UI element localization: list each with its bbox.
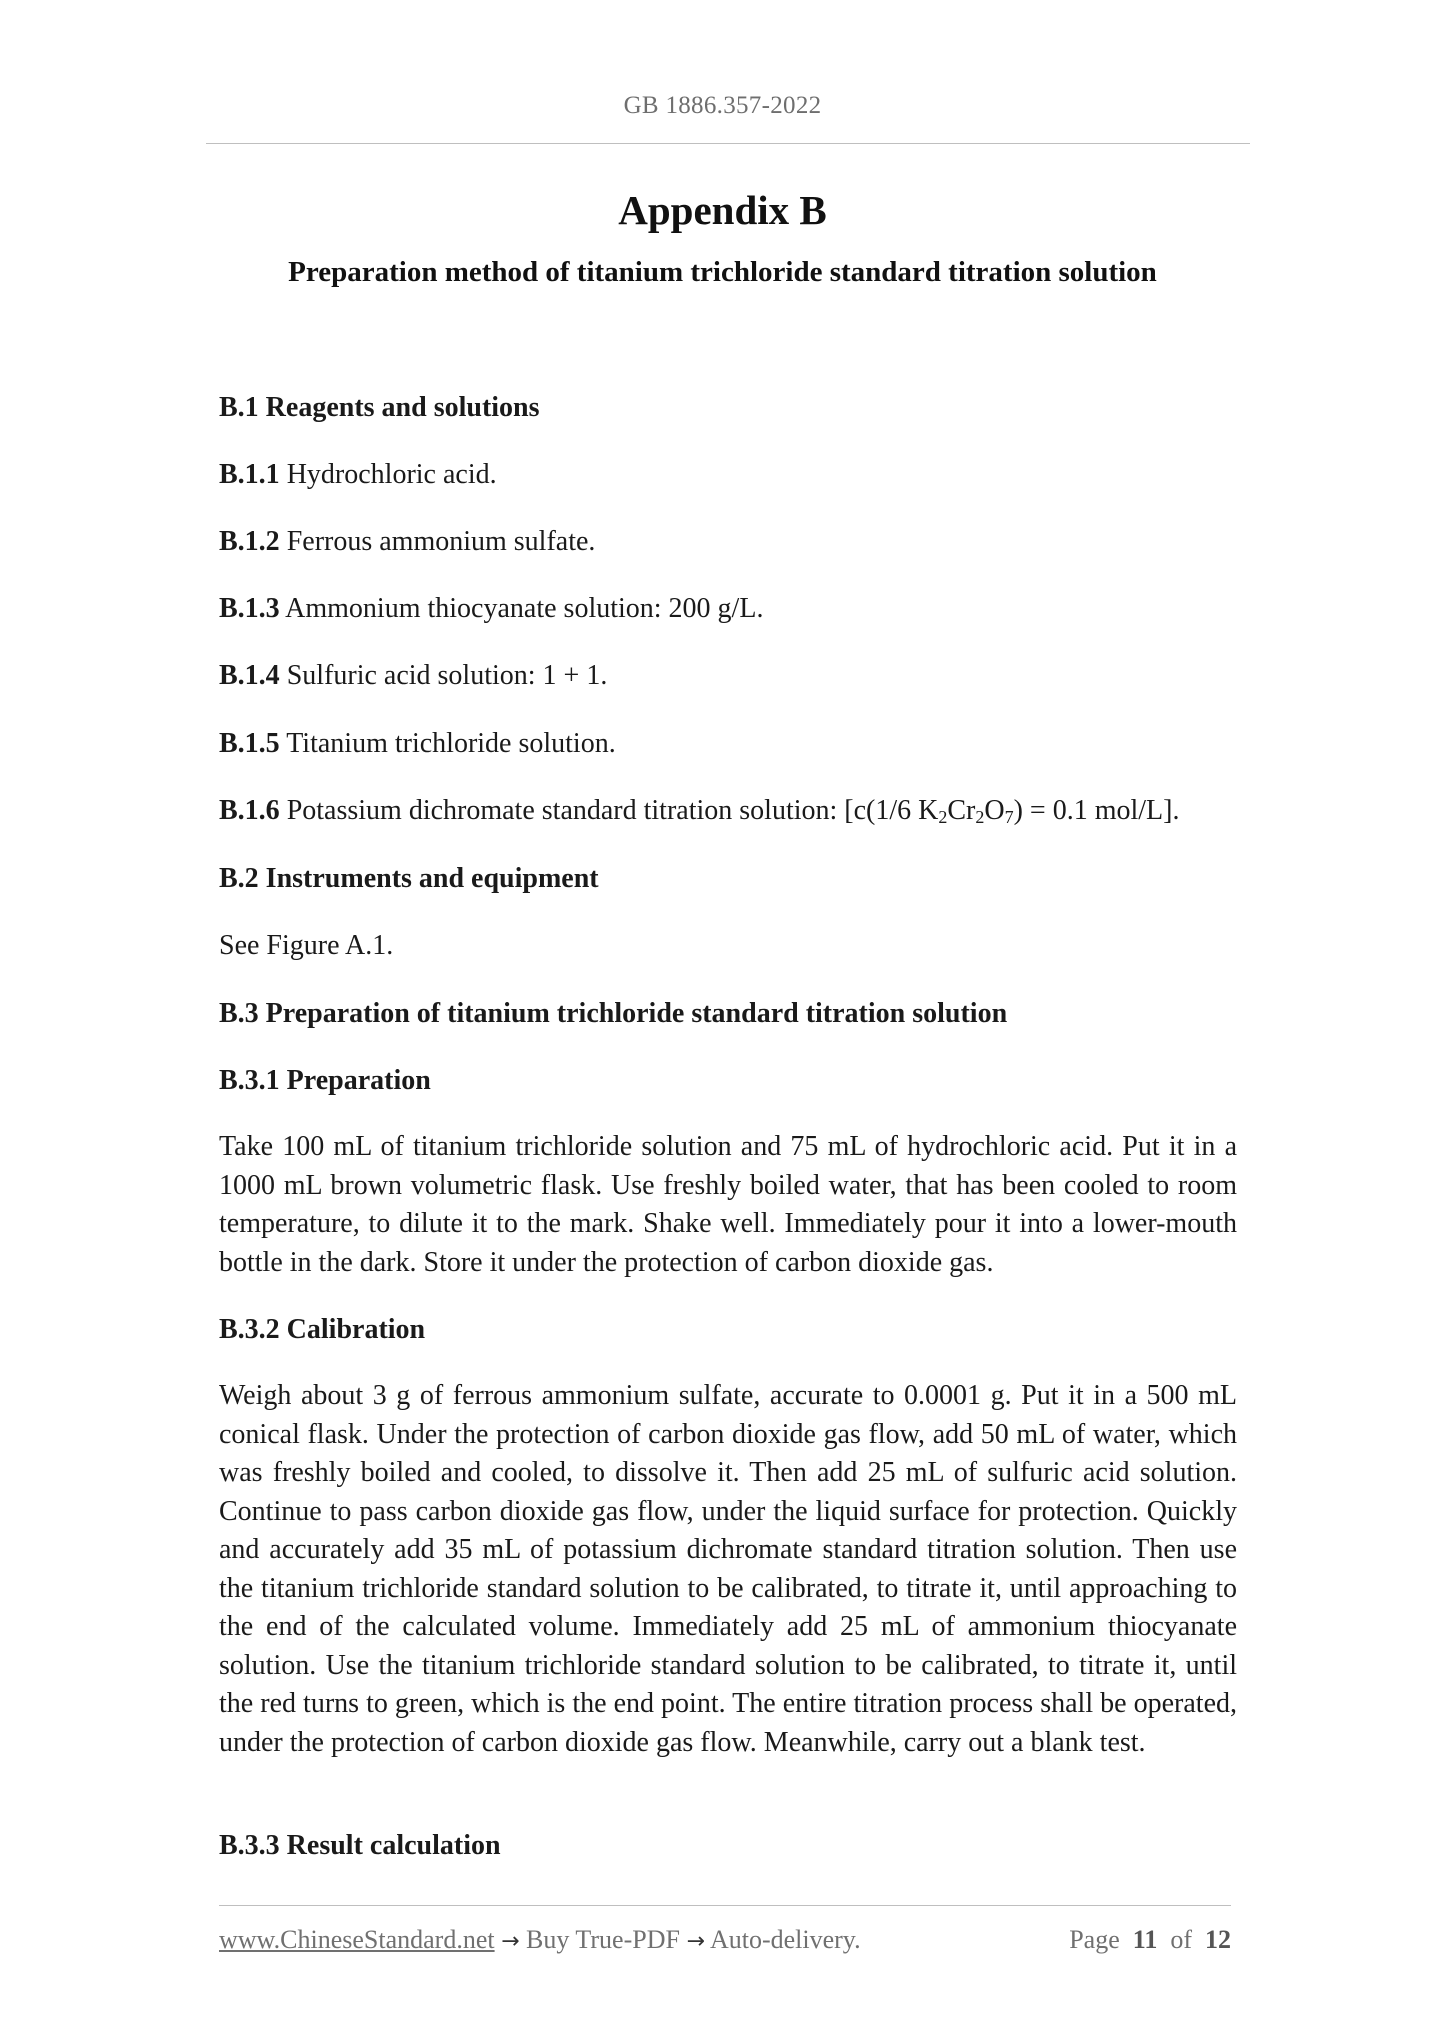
- arrow-right-icon: →: [686, 1929, 705, 1954]
- footer-promo: [219, 1925, 861, 1955]
- formula-subscript: 2: [975, 807, 985, 827]
- item-number: B.1.4: [219, 660, 280, 691]
- standard-code-header: GB 1886.357-2022: [623, 92, 822, 119]
- item-number: B.1.1: [219, 459, 280, 490]
- header-divider: [206, 143, 1250, 144]
- formula-subscript: 7: [1004, 807, 1014, 827]
- section-heading-b3-1: B.3.1 Preparation: [219, 1065, 431, 1096]
- list-item: [219, 589, 763, 628]
- item-number: B.1.6: [219, 795, 280, 826]
- section-heading-b3-2: B.3.2 Calibration: [219, 1314, 426, 1345]
- page-label: Page: [1069, 1925, 1120, 1954]
- page-number: [1069, 1925, 1231, 1955]
- item-text: Titanium trichloride solution.: [286, 728, 616, 759]
- appendix-subtitle: Preparation method of titanium trichloride standard titration solution: [288, 256, 1157, 288]
- page-total: 12: [1205, 1925, 1231, 1954]
- section-heading-b2: B.2 Instruments and equipment: [219, 863, 599, 894]
- page-current: 11: [1132, 1925, 1158, 1954]
- item-text: Ammonium thiocyanate solution: 200 g/L.: [285, 593, 764, 624]
- section-heading-b1: B.1 Reagents and solutions: [219, 392, 540, 423]
- footer-divider: [219, 1905, 1231, 1906]
- formula-text-post: ) = 0.1 mol/L].: [1013, 795, 1180, 826]
- formula-text: O: [984, 795, 1005, 826]
- list-item: [219, 791, 1179, 830]
- page-of-label: of: [1170, 1925, 1192, 1954]
- list-item: [219, 656, 607, 695]
- item-text: Sulfuric acid solution: 1 + 1.: [286, 660, 608, 691]
- item-number: B.1.2: [219, 526, 280, 557]
- list-item: [219, 724, 616, 763]
- item-number: B.1.5: [219, 728, 280, 759]
- item-text: Ferrous ammonium sulfate.: [286, 526, 596, 557]
- section-heading-b3: B.3 Preparation of titanium trichloride standard titration solution: [219, 998, 1008, 1029]
- figure-reference-text: See Figure A.1.: [219, 930, 394, 961]
- formula-text: Cr: [947, 795, 976, 826]
- preparation-paragraph: Take 100 mL of titanium trichloride solution and 75 mL of hydrochloric acid. Put it in a 1000 mL brown volumetric flask. Use freshly boiled water, that has been cooled to room temperature, to dilute it to the mark. Shake well. Immediately pour it into a lower-mouth bottle in the dark. Store it under the protection of carbon dioxide gas.: [219, 1131, 1237, 1278]
- buy-text: Buy True-PDF: [526, 1925, 680, 1954]
- item-text: [287, 795, 1180, 826]
- appendix-title: Appendix B: [618, 187, 827, 233]
- arrow-right-icon: →: [501, 1929, 520, 1954]
- formula-text-pre: Potassium dichromate standard titration solution: [c(1/6 K: [286, 795, 939, 826]
- item-number: B.1.3: [219, 593, 280, 624]
- calibration-paragraph: Weigh about 3 g of ferrous ammonium sulfate, accurate to 0.0001 g. Put it in a 500 mL conical flask. Under the protection of carbon dioxide gas flow, add 50 mL of water, which was freshly boiled and cooled, to dissolve it. Then add 25 mL of sulfuric acid solution. Continue to pass carbon dioxide gas flow, under the liquid surface for protection. Quickly and accurately add 35 mL of potassium dichromate standard titration solution. Then use the titanium trichloride standard solution to be calibrated, to titrate it, until approaching to the end of the calculated volume. Immediately add 25 mL of ammonium thiocyanate solution. Use the titanium trichloride standard solution to be calibrated, to titrate it, until the red turns to green, which is the end point. The entire titration process shall be operated, under the protection of carbon dioxide gas flow. Meanwhile, carry out a blank test.: [219, 1380, 1237, 1758]
- list-item: [219, 522, 595, 561]
- formula-subscript: 2: [938, 807, 948, 827]
- section-heading-b3-3: B.3.3 Result calculation: [219, 1830, 501, 1861]
- item-text: Hydrochloric acid.: [286, 459, 497, 490]
- list-item: [219, 455, 497, 494]
- website-link[interactable]: www.ChineseStandard.net: [219, 1925, 495, 1954]
- delivery-text: Auto-delivery.: [709, 1925, 861, 1954]
